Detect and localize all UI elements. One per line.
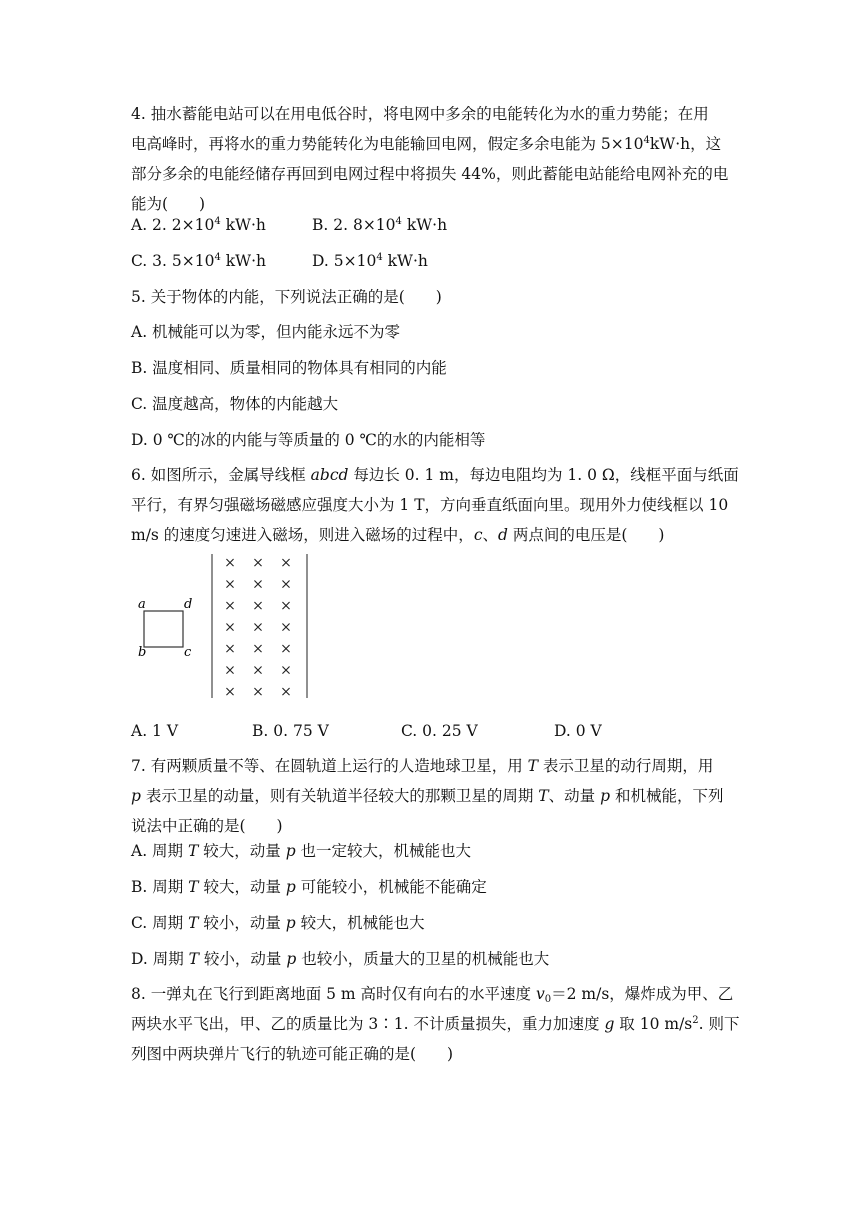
field-cross-marks <box>224 555 292 700</box>
field-cross-mark: × <box>224 684 236 700</box>
q7-stem <box>131 751 731 841</box>
corner-label-a: a <box>138 597 146 612</box>
q6-figure <box>131 548 331 708</box>
q8-line3: 列图中两块弹片飞行的轨迹可能正确的是( ) <box>131 1045 454 1063</box>
q5-option-b[interactable]: B. 温度相同、质量相同的物体具有相同的内能 <box>131 359 447 377</box>
field-cross-mark: × <box>252 662 264 679</box>
q7-line3: 说法中正确的是( ) <box>131 817 283 835</box>
field-cross-mark: × <box>252 619 264 636</box>
q5-option-d[interactable]: D. 0 ℃的冰的内能与等质量的 0 ℃的水的内能相等 <box>131 431 486 449</box>
field-cross-mark: × <box>280 576 292 593</box>
q5-option-c[interactable]: C. 温度越高，物体的内能越大 <box>131 395 339 413</box>
field-cross-mark: × <box>252 555 264 571</box>
field-cross-mark: × <box>224 641 236 657</box>
corner-label-c: c <box>184 645 192 660</box>
field-cross-mark: × <box>224 662 236 679</box>
corner-label-d: d <box>184 597 193 612</box>
field-cross-mark: × <box>252 576 264 593</box>
field-cross-mark: × <box>280 619 292 636</box>
q7-option-c[interactable]: C. 周期 T 较小，动量 p 较大，机械能也大 <box>131 914 425 932</box>
field-cross-mark: × <box>280 598 292 614</box>
field-cross-mark: × <box>252 598 264 614</box>
field-cross-mark: × <box>224 619 236 636</box>
q8-line1: 8. 一弹丸在飞行到距离地面 5 m 高时仅有向右的水平速度 $v_0=2$ m/s，爆炸成为甲、乙 <box>131 985 734 1005</box>
q4-line4: 能为( ) <box>131 195 206 213</box>
q6-line1: 6. 如图所示，金属导线框 abcd 每边长 0. 1 m，每边电阻均为 1. 0 Ω，线框平面与纸面 <box>131 466 739 484</box>
q4-stem <box>131 99 731 219</box>
magnetic-field-diagram <box>131 548 331 708</box>
q4-line2: 电高峰时，再将水的重力势能转化为电能输回电网，假定多余电能为 $5\times 10^4kW\cdot h$，这 <box>131 135 722 153</box>
q4-option-a[interactable]: A. 2. $2\times 10^4$ kW·h <box>131 216 266 234</box>
field-cross-mark: × <box>224 598 236 614</box>
field-cross-mark: × <box>280 555 292 571</box>
wire-frame-abcd <box>144 611 183 647</box>
q4-line1: 4. 抽水蓄能电站可以在用电低谷时，将电网中多余的电能转化为水的重力势能；在用 <box>131 105 709 123</box>
q6-option-d[interactable]: D. 0 V <box>554 722 602 740</box>
q4-option-d[interactable]: D. $5\times 10^4$ kW·h <box>312 252 428 270</box>
q6-line3: m/s 的速度匀速进入磁场，则进入磁场的过程中，c、d 两点间的电压是( ) <box>131 526 665 544</box>
q5-option-a[interactable]: A. 机械能可以为零，但内能永远不为零 <box>131 323 401 341</box>
field-cross-mark: × <box>224 576 236 593</box>
field-cross-mark: × <box>224 555 236 571</box>
field-cross-mark: × <box>280 641 292 657</box>
corner-label-b: b <box>138 645 147 660</box>
field-cross-mark: × <box>280 662 292 679</box>
field-cross-mark: × <box>252 684 264 700</box>
q7-option-b[interactable]: B. 周期 T 较大，动量 p 可能较小，机械能不能确定 <box>131 878 487 896</box>
q6-stem <box>131 460 739 550</box>
q6-line2: 平行，有界匀强磁场磁感应强度大小为 1 T，方向垂直纸面向里。现用外力使线框以 10 <box>131 496 729 514</box>
q6-options <box>131 716 731 746</box>
q8-line2: 两块水平飞出，甲、乙的质量比为 3∶1. 不计质量损失，重力加速度 g 取 10 $m/s^2$. 则下 <box>131 1015 740 1033</box>
q8-stem <box>131 979 740 1069</box>
q7-line1: 7. 有两颗质量不等、在圆轨道上运行的人造地球卫星，用 T 表示卫星的动行周期，用 <box>131 757 714 775</box>
q6-option-b[interactable]: B. 0. 75 V <box>252 722 329 740</box>
q7-line2: p 表示卫星的动量，则有关轨道半径较大的那颗卫星的周期 T、动量 p 和机械能，下列 <box>131 787 724 805</box>
q6-option-c[interactable]: C. 0. 25 V <box>401 722 478 740</box>
q7-option-d[interactable]: D. 周期 T 较小，动量 p 也较小，质量大的卫星的机械能也大 <box>131 950 550 968</box>
q4-line3: 部分多余的电能经储存再回到电网过程中将损失 44%，则此蓄能电站能给电网补充的电 <box>131 165 729 183</box>
q4-option-b[interactable]: B. 2. $8\times 10^4$ kW·h <box>312 216 448 234</box>
field-cross-mark: × <box>252 641 264 657</box>
q4-option-c[interactable]: C. 3. $5\times 10^4$ kW·h <box>131 252 266 270</box>
field-cross-mark: × <box>280 684 292 700</box>
q5-stem: 5. 关于物体的内能，下列说法正确的是( ) <box>131 288 442 306</box>
q6-option-a[interactable]: A. 1 V <box>131 722 179 740</box>
q7-option-a[interactable]: A. 周期 T 较大，动量 p 也一定较大，机械能也大 <box>131 842 472 860</box>
